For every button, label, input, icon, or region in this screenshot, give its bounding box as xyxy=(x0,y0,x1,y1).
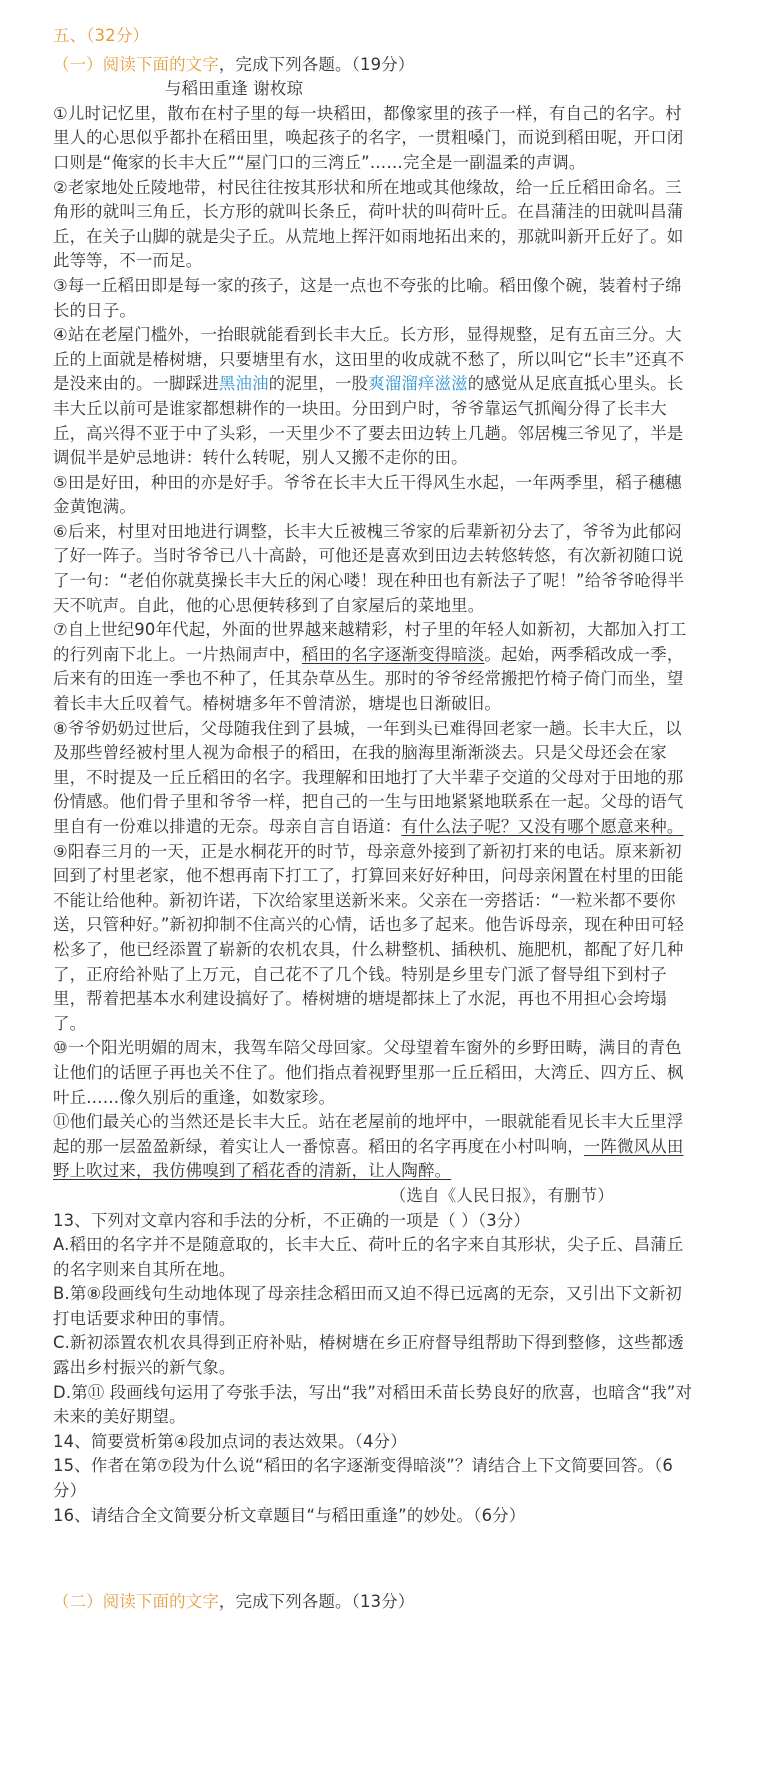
text-segment: 的感觉从足底直抵心里头。长 xyxy=(467,374,684,394)
text-segment: 不能让给他种。新初许诺，下次给家里送新米来。父亲在一旁搭话：“一粒米都不要你 xyxy=(53,890,676,910)
text-segment: 让他们的话匣子再也关不住了。他们指点着视野里那一丘丘稻田，大湾丘、四方丘、枫 xyxy=(53,1062,684,1082)
paragraph-line xyxy=(53,200,714,225)
paragraph-line xyxy=(53,717,714,742)
paragraph-line xyxy=(53,225,714,250)
paragraph-line xyxy=(53,618,714,643)
article-title: 与稻田重逢 谢枚琼 xyxy=(165,79,304,99)
question-line: 未来的美好期望。 xyxy=(53,1407,186,1427)
paragraph-line xyxy=(53,422,714,447)
text-segment: 丘的上面就是椿树塘，只要塘里有水，这田里的收成就不愁了，所以叫它“长丰”还真不 xyxy=(53,349,685,369)
dotted-word: 爽溜溜痒滋滋 xyxy=(368,374,468,394)
text-segment: ④站在老屋门槛外，一抬眼就能看到长丰大丘。长方形，显得规整，足有五亩三分。大 xyxy=(53,325,682,345)
part1-heading xyxy=(53,53,714,78)
paragraph-line xyxy=(53,815,714,840)
paragraph-line xyxy=(53,741,714,766)
part1-heading-suffix: ，完成下列各题。（19分） xyxy=(218,54,415,74)
question-item xyxy=(53,1454,714,1503)
text-segment: ⑧爷爷奶奶过世后，父母随我住到了县城，一年到头已难得回老家一趟。长丰大丘，以 xyxy=(53,718,682,738)
paragraph-line xyxy=(53,299,714,324)
questions-block xyxy=(53,1209,714,1529)
paragraph-line xyxy=(53,397,714,422)
text-segment: 丘，高兴得不亚于中了头彩，一天里少不了要去田边转上几趟。邻居槐三爷见了，半是 xyxy=(53,423,684,443)
question-line: B.第⑧段画线句生动地体现了母亲挂念稻田而又迫不得已远离的无奈，又引出下文新初 xyxy=(53,1284,683,1304)
text-segment: ②老家地处丘陵地带，村民往往按其形状和所在地或其他缘故，给一丘丘稻田命名。三 xyxy=(53,177,682,197)
question-item xyxy=(53,1282,714,1331)
text-segment: 金黄饱满。 xyxy=(53,497,136,517)
dotted-word: 黑油油 xyxy=(218,374,269,394)
paragraph-line xyxy=(53,594,714,619)
paragraph xyxy=(53,1036,714,1110)
paragraph xyxy=(53,176,714,274)
paragraph-line xyxy=(53,520,714,545)
text-segment: 及那些曾经被村里人视为命根子的稻田，在我的脑海里渐渐淡去。只是父母还会在家 xyxy=(53,743,667,763)
paragraph-line xyxy=(53,643,714,668)
paragraph-line xyxy=(53,938,714,963)
paragraph xyxy=(53,520,714,618)
paragraph-line xyxy=(53,889,714,914)
text-segment: 送，只管种好。”新初抑制不住高兴的心情，话也多了起来。他告诉母亲，现在种田可轻 xyxy=(53,915,684,935)
paragraph-line xyxy=(53,963,714,988)
underlined-sentence: 有什么法子呢？又没有哪个愿意来种。 xyxy=(401,817,684,836)
paragraph-line xyxy=(53,667,714,692)
text-segment: 调侃半是妒忌地讲：转什么转呢，别人又搬不走你的田。 xyxy=(53,448,468,468)
article-body xyxy=(53,102,714,1184)
paragraph xyxy=(53,618,714,716)
text-segment: ③每一丘稻田即是每一家的孩子，这是一点也不夸张的比喻。稻田像个碗，装着村子绵 xyxy=(53,275,682,295)
question-item xyxy=(53,1430,714,1455)
text-segment: ①儿时记忆里，散布在村子里的每一块稻田，都像家里的孩子一样，有自己的名字。村 xyxy=(53,103,682,123)
text-segment: 了。 xyxy=(53,1013,87,1033)
question-line: C.新初添置农机农具得到正府补贴，椿树塘在乡正府督导组帮助下得到整修，这些都透 xyxy=(53,1333,684,1353)
paragraph-line xyxy=(53,348,714,373)
text-segment: 着长丰大丘叹着气。椿树塘多年不曾清淤，塘堤也日渐破旧。 xyxy=(53,694,501,714)
text-segment: ⑨阳春三月的一天，正是水桐花开的时节，母亲意外接到了新初打来的电话。原来新初 xyxy=(53,841,682,861)
text-segment: 此等等，不一而足。 xyxy=(53,251,203,271)
underlined-sentence: 一阵微风从田 xyxy=(583,1136,684,1156)
question-item xyxy=(53,1504,714,1529)
question-line: A.稻田的名字并不是随意取的，长丰大丘、荷叶丘的名字来自其形状，尖子丘、昌蒲丘 xyxy=(53,1235,684,1255)
paragraph-line xyxy=(53,372,714,397)
source-note: （选自《人民日报》，有删节） xyxy=(389,1185,614,1205)
paragraph xyxy=(53,471,714,520)
paragraph-line xyxy=(53,766,714,791)
text-segment: 丘，在关子山脚的就是尖子丘。从荒地上挥汗如雨地拓出来的，那就叫新开丘好了。如 xyxy=(53,226,684,246)
text-segment: 后来有的田连一季也不种了，任其杂草丛生。那时的爷爷经常搬把竹椅子倚门而坐，望 xyxy=(53,669,684,689)
paragraph-line xyxy=(53,1135,714,1160)
text-segment: 回到了村里老家，他不想再南下打工了，打算回来好好种田，问母亲闲置在村里的田能 xyxy=(53,866,684,886)
part2-heading-prefix: （二）阅读下面的文字 xyxy=(53,1592,219,1612)
paragraph xyxy=(53,840,714,1037)
text-segment: 里人的心思似乎都扑在稻田里，唤起孩子的名字，一贯粗嗓门，而说到稻田呢，开口闭 xyxy=(53,128,684,148)
paragraph-line xyxy=(53,913,714,938)
paragraph-line xyxy=(53,176,714,201)
text-segment: 丰大丘以前可是谁家都想耕作的一块田。分田到户时，爷爷靠运气抓阄分得了长丰大 xyxy=(53,398,667,418)
exam-page xyxy=(0,24,772,1786)
question-line: 16、请结合全文简要分析文章题目“与稻田重逢”的妙处。（6分） xyxy=(53,1505,526,1525)
paragraph-line xyxy=(53,569,714,594)
paragraph xyxy=(53,102,714,176)
question-line: 分） xyxy=(53,1481,87,1501)
part1-heading-prefix: （一）阅读下面的文字 xyxy=(53,54,219,74)
text-segment: 份情感。他们骨子里和爷爷一样，把自己的一生与田地紧紧地联系在一起。父母的语气 xyxy=(53,792,684,812)
paragraph-line xyxy=(53,1012,714,1037)
paragraph-line xyxy=(53,987,714,1012)
paragraph-line xyxy=(53,274,714,299)
paragraph-line xyxy=(53,840,714,865)
text-segment: ⑥后来，村里对田地进行调整，长丰大丘被槐三爷家的后辈新初分去了，爷爷为此郁闷 xyxy=(53,521,682,541)
paragraph-line xyxy=(53,1110,714,1135)
paragraph xyxy=(53,717,714,840)
text-segment: 。起始，两季稻改成一季， xyxy=(484,644,684,664)
question-item xyxy=(53,1331,714,1380)
text-segment: 角形的就叫三角丘，长方形的就叫长条丘，荷叶状的叫荷叶丘。在昌蒲洼的田就叫昌蒲 xyxy=(53,202,684,222)
paragraph xyxy=(53,274,714,323)
paragraph xyxy=(53,1110,714,1184)
text-segment: 叶丘……像久别后的重逢，如数家珍。 xyxy=(53,1087,336,1107)
paragraph-line xyxy=(53,249,714,274)
question-item xyxy=(53,1233,714,1282)
text-segment: 里，帮着把基本水利建设搞好了。椿树塘的塘堤都抹上了水泥，再也不用担心会垮塌 xyxy=(53,989,667,1009)
text-segment: 的泥里，一股 xyxy=(268,374,369,394)
question-item xyxy=(53,1381,714,1430)
text-segment: 口则是“俺家的长丰大丘”“屋门口的三湾丘”……完全是一副温柔的声调。 xyxy=(53,152,586,172)
paragraph xyxy=(53,323,714,471)
paragraph-line xyxy=(53,446,714,471)
section-heading: 五、（32分） xyxy=(53,26,150,45)
paragraph-line xyxy=(53,323,714,348)
part2-heading xyxy=(53,1590,714,1615)
underlined-sentence: 稻田的名字逐渐变得暗淡 xyxy=(301,644,485,664)
text-segment: 了，正府给补贴了上万元，自己花不了几个钱。特别是乡里专门派了督导组下到村子 xyxy=(53,964,667,984)
text-segment: 松多了，他已经添置了崭新的农机农具，什么耕整机、插秧机、施肥机，都配了好几种 xyxy=(53,939,684,959)
paragraph-line xyxy=(53,692,714,717)
paragraph-line xyxy=(53,1086,714,1111)
paragraph-line xyxy=(53,790,714,815)
question-line: 14、简要赏析第④段加点词的表达效果。（4分） xyxy=(53,1431,407,1451)
paragraph-line xyxy=(53,864,714,889)
text-segment: 天不吭声。自此，他的心思便转移到了自家屋后的菜地里。 xyxy=(53,595,485,615)
text-segment: 了一句：“老伯你就莫操长丰大丘的闲心喽！现在种田也有新法子了呢！”给爷爷呛得半 xyxy=(53,571,685,591)
text-segment: 起的那一层盈盈新绿，着实让人一番惊喜。稻田的名字再度在小村叫响， xyxy=(53,1136,584,1156)
paragraph-line xyxy=(53,1036,714,1061)
paragraph-line xyxy=(53,126,714,151)
paragraph-line xyxy=(53,1061,714,1086)
text-segment: ⑤田是好田，种田的亦是好手。爷爷在长丰大丘干得风生水起，一年两季里，稻子穗穗 xyxy=(53,472,682,492)
question-line: 13、下列对文章内容和手法的分析，不正确的一项是（ ）（3分） xyxy=(53,1210,531,1230)
text-segment: ⑩一个阳光明媚的周末，我驾车陪父母回家。父母望着车窗外的乡野田畴，满目的青色 xyxy=(53,1038,682,1058)
question-item xyxy=(53,1209,714,1234)
question-line: 打电话要求种田的事情。 xyxy=(53,1308,236,1328)
text-segment: 的行列南下北上。一片热闹声中， xyxy=(53,644,302,664)
question-line: D.第⑪ 段画线句运用了夸张手法，写出“我”对稻田禾苗长势良好的欣喜，也暗含“我”对 xyxy=(53,1382,693,1402)
paragraph-line xyxy=(53,544,714,569)
text-segment: 里自有一份难以排遣的无奈。母亲自言自语道： xyxy=(53,817,402,836)
paragraph-line xyxy=(53,1159,714,1184)
part2-heading-suffix: ，完成下列各题。（13分） xyxy=(218,1592,415,1612)
question-line: 露出乡村振兴的新气象。 xyxy=(53,1358,236,1378)
text-segment: ⑪他们最关心的当然还是长丰大丘。站在老屋前的地坪中，一眼就能看见长丰大丘里浮 xyxy=(53,1112,684,1132)
paragraph-line xyxy=(53,471,714,496)
paragraph-line xyxy=(53,151,714,176)
paragraph-line xyxy=(53,495,714,520)
question-line: 15、作者在第⑦段为什么说“稻田的名字逐渐变得暗淡”？请结合上下文简要回答。（6 xyxy=(53,1456,674,1476)
text-segment: ⑦自上世纪90年代起，外面的世界越来越精彩，村子里的年轻人如新初，大都加入打工 xyxy=(53,620,687,640)
text-segment: 里，不时提及一丘丘稻田的名字。我理解和田地打了大半辈子交道的父母对于田地的那 xyxy=(53,767,684,787)
text-segment: 了好一阵子。当时爷爷已八十高龄，可他还是喜欢到田边去转悠转悠，有次新初随口说 xyxy=(53,546,684,566)
text-segment: 是没来由的。一脚踩进 xyxy=(53,374,219,394)
question-line: 的名字则来自其所在地。 xyxy=(53,1259,236,1279)
underlined-sentence: 野上吹过来，我仿佛嗅到了稻花香的清新，让人陶醉。 xyxy=(53,1161,452,1181)
text-segment: 长的日子。 xyxy=(53,300,136,320)
paragraph-line xyxy=(53,102,714,127)
